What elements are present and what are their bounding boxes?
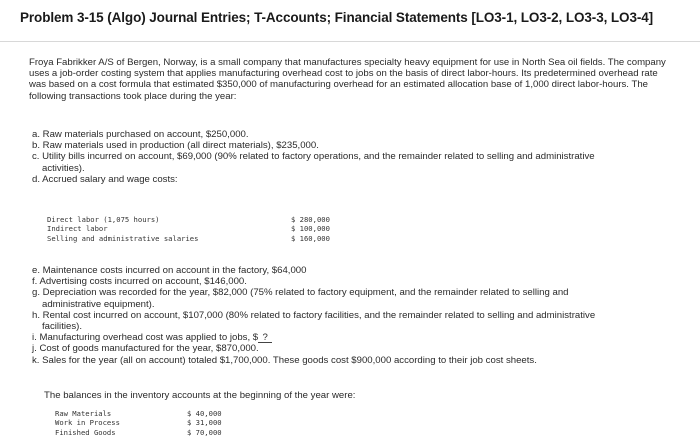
transaction-h-line2: facilities).	[42, 321, 82, 333]
wages-table-labels	[47, 215, 198, 243]
wages-row-value: $ 160,000	[291, 233, 330, 243]
wages-row-value: $ 100,000	[291, 224, 330, 234]
transaction-h-line1: h. Rental cost incurred on account, $107,000 (80% related to factory facilities, and the remainder related to selling and administrative	[32, 309, 596, 321]
transaction-h	[32, 310, 652, 332]
transaction-e: e. Maintenance costs incurred on account in the factory, $64,000	[32, 265, 307, 276]
transaction-i-text: i. Manufacturing overhead cost was applied to jobs, $	[32, 332, 259, 344]
transaction-c	[32, 151, 652, 173]
transaction-g-line1: g. Depreciation was recorded for the year, $82,000 (75% related to factory equipment, and the remainder related to selling and	[32, 287, 569, 299]
problem-intro: Froya Fabrikker A/S of Bergen, Norway, is a small company that manufactures specialty heavy equipment for use in North Sea oil fields. The company uses a job-order costing system that applies manufacturing overhead cost to jobs on the basis of direct labor-hours. Its predetermined overhead rate was based on a cost formula that estimated $350,000 of manufacturing overhead for an estimated allocation base of 1,000 direct labor-hours. The following transactions took place during the year:	[29, 57, 666, 102]
wages-row-value: $ 280,000	[291, 215, 330, 224]
transaction-j: j. Cost of goods manufactured for the year, $870,000.	[32, 343, 259, 355]
wages-table-values	[291, 215, 330, 243]
wages-row-label: Selling and administrative salaries	[47, 233, 199, 243]
inventory-row-label: Finished Goods	[55, 427, 116, 437]
transaction-g	[32, 287, 652, 309]
header-divider	[0, 41, 700, 42]
transaction-c-line2: activities).	[42, 162, 85, 174]
wages-row-label: Direct labor (1,075 hours)	[47, 215, 160, 224]
inventory-table-values	[187, 409, 222, 437]
transaction-c-line1: c. Utility bills incurred on account, $69,000 (90% related to factory operations, and the remainder related to selling and administrative	[32, 151, 595, 163]
transactions-list-e-k	[32, 265, 652, 366]
transaction-d: d. Accrued salary and wage costs:	[32, 173, 178, 185]
inventory-row-value: $ 40,000	[187, 409, 222, 418]
transaction-a: a. Raw materials purchased on account, $250,000.	[32, 129, 249, 140]
balances-intro: The balances in the inventory accounts at the beginning of the year were:	[44, 390, 356, 401]
inventory-table-labels	[55, 409, 120, 437]
transactions-list-a-d	[32, 129, 652, 185]
transaction-i	[32, 332, 652, 343]
inventory-row-label: Raw Materials	[55, 409, 112, 418]
transaction-b: b. Raw materials used in production (all direct materials), $235,000.	[32, 140, 319, 152]
inventory-row-value: $ 70,000	[187, 427, 222, 437]
overhead-applied-blank[interactable]: ?	[258, 333, 272, 343]
problem-title: Problem 3-15 (Algo) Journal Entries; T-Accounts; Financial Statements [LO3-1, LO3-2, LO3-3, LO3-4]	[20, 10, 654, 25]
inventory-row-label: Work in Process	[55, 418, 120, 428]
transaction-k: k. Sales for the year (all on account) totaled $1,700,000. These goods cost $900,000 according to their job cost sheets.	[32, 354, 537, 366]
inventory-row-value: $ 31,000	[187, 418, 222, 428]
transaction-g-line2: administrative equipment).	[42, 298, 155, 310]
transaction-f: f. Advertising costs incurred on account, $146,000.	[32, 276, 247, 288]
wages-row-label: Indirect labor	[47, 224, 108, 234]
